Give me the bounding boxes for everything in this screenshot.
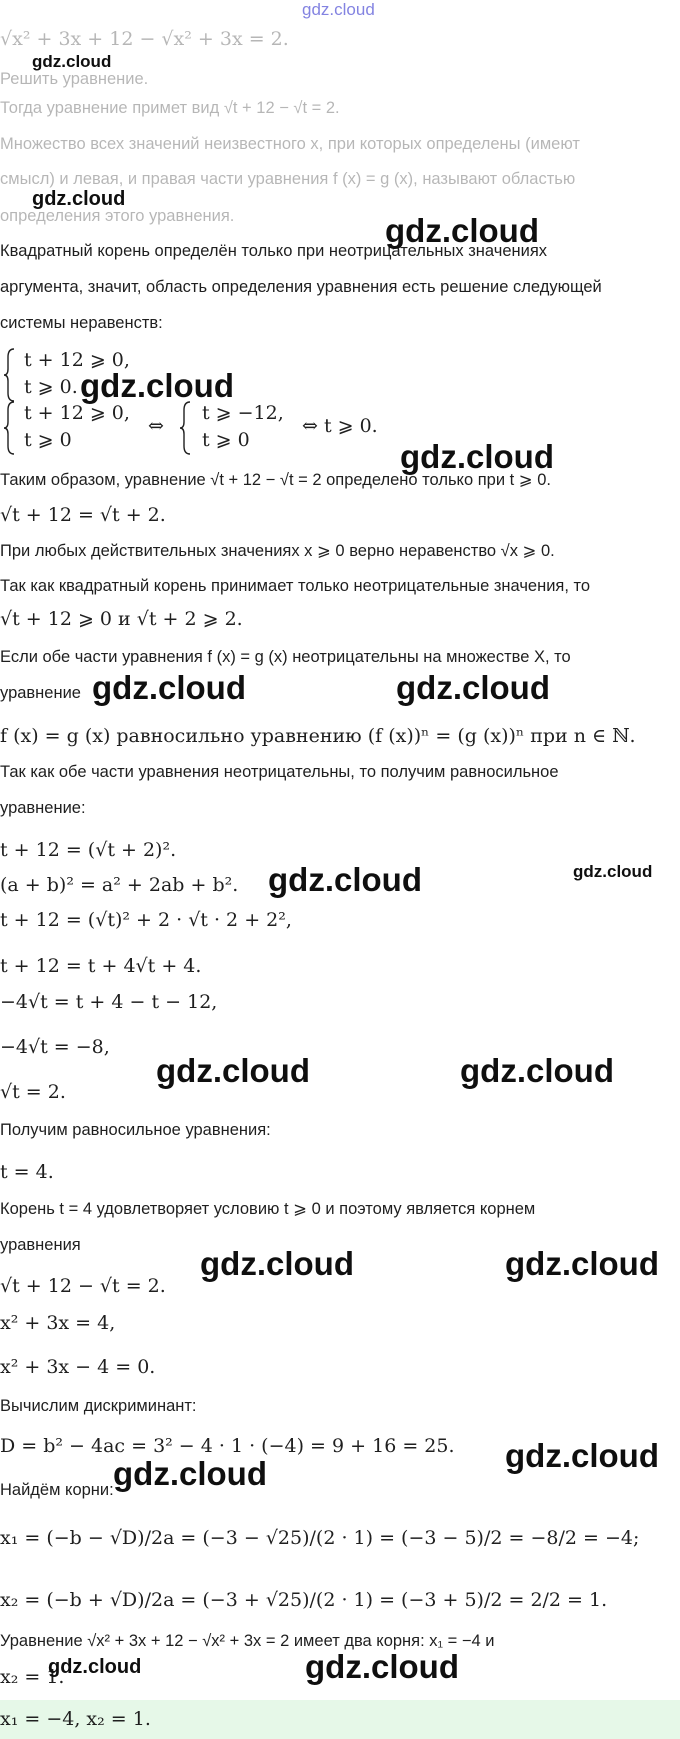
- equation-line: t = 4.: [0, 1161, 54, 1183]
- equation-line: D = b² − 4ac = 3² − 4 · 1 · (−4) = 9 + 16 = 25.: [0, 1435, 455, 1457]
- watermark: gdz.cloud: [156, 1052, 310, 1089]
- top-watermark: gdz.cloud: [302, 0, 375, 19]
- text-line: Получим равносильное уравнения:: [0, 1121, 271, 1139]
- watermark: gdz.cloud: [48, 1656, 142, 1678]
- equation-line: t + 12 = (√t)² + 2 · √t · 2 + 2²,: [0, 909, 292, 931]
- faded-text: Решить уравнение.: [0, 70, 149, 88]
- equation-line: x₂ = 1.: [0, 1666, 65, 1688]
- watermark: gdz.cloud: [80, 367, 234, 404]
- brace-icon: [2, 347, 16, 403]
- faded-text: смысл) и левая, и правая части уравнения f (x) = g (x), называют областью: [0, 170, 576, 188]
- brace-icon: [178, 400, 192, 456]
- equation-line: t + 12 = (√t + 2)².: [0, 839, 177, 861]
- watermark: gdz.cloud: [200, 1245, 354, 1282]
- equivalence-sign: ⇔: [148, 415, 164, 437]
- text-line: При любых действительных значениях x ⩾ 0 верно неравенство √x ⩾ 0.: [0, 542, 555, 560]
- faded-text: определения этого уравнения.: [0, 207, 235, 225]
- equation-line: √t + 12 − √t = 2.: [0, 1275, 166, 1297]
- answer-text: x₁ = −4, x₂ = 1.: [0, 1708, 151, 1730]
- system-result: ⇔ t ⩾ 0.: [302, 415, 378, 437]
- faded-text: Множество всех значений неизвестного x, при которых определены (имеют: [0, 135, 580, 153]
- equation-line: −4√t = t + 4 − t − 12,: [0, 991, 218, 1013]
- text-line: Найдём корни:: [0, 1481, 114, 1499]
- equation-line: x₁ = (−b − √D)/2a = (−3 − √25)/(2 · 1) = (−3 − 5)/2 = −8/2 = −4;: [0, 1527, 640, 1549]
- watermark: gdz.cloud: [505, 1245, 659, 1282]
- answer-box: [0, 1700, 680, 1739]
- equation-line: x² + 3x = 4,: [0, 1312, 116, 1334]
- equation-line: (a + b)² = a² + 2ab + b².: [0, 874, 239, 896]
- equation-line: √t + 12 ⩾ 0 и √t + 2 ⩾ 2.: [0, 608, 243, 630]
- text-line: Корень t = 4 удовлетворяет условию t ⩾ 0 и поэтому является корнем: [0, 1200, 536, 1218]
- system-line: t ⩾ 0: [24, 429, 72, 451]
- watermark: gdz.cloud: [32, 188, 126, 210]
- watermark: gdz.cloud: [400, 438, 554, 475]
- watermark: gdz.cloud: [460, 1052, 614, 1089]
- text-line: уравнение: [0, 684, 81, 702]
- brace-icon: [2, 400, 16, 456]
- watermark: gdz.cloud: [573, 862, 653, 881]
- system-line: t + 12 ⩾ 0,: [24, 349, 130, 371]
- faded-equation: √x² + 3x + 12 − √x² + 3x = 2.: [0, 28, 289, 50]
- watermark: gdz.cloud: [32, 52, 112, 71]
- watermark: gdz.cloud: [385, 212, 539, 249]
- watermark: gdz.cloud: [92, 669, 246, 706]
- text-line: аргумента, значит, область определения уравнения есть решение следующей: [0, 278, 602, 296]
- watermark: gdz.cloud: [505, 1437, 659, 1474]
- faded-text: Тогда уравнение примет вид √t + 12 − √t = 2.: [0, 99, 340, 117]
- inequality-system-2: [0, 400, 680, 456]
- text-line: Если обе части уравнения f (x) = g (x) неотрицательны на множестве X, то: [0, 648, 571, 666]
- equation-line: f (x) = g (x) равносильно уравнению (f (x))ⁿ = (g (x))ⁿ при n ∈ ℕ.: [0, 725, 636, 747]
- text-line: Вычислим дискриминант:: [0, 1397, 197, 1415]
- equation-line: √t + 12 = √t + 2.: [0, 504, 166, 526]
- text-line: Таким образом, уравнение √t + 12 − √t = 2 определено только при t ⩾ 0.: [0, 471, 551, 489]
- text-line: Так как обе части уравнения неотрицательны, то получим равносильное: [0, 763, 559, 781]
- system-line: t + 12 ⩾ 0,: [24, 402, 130, 424]
- watermark: gdz.cloud: [113, 1455, 267, 1492]
- watermark: gdz.cloud: [396, 669, 550, 706]
- equation-line: √t = 2.: [0, 1081, 66, 1103]
- text-line: уравнения: [0, 1236, 81, 1254]
- watermark: gdz.cloud: [268, 861, 422, 898]
- text-line: Уравнение √x² + 3x + 12 − √x² + 3x = 2 имеет два корня: x₁ = −4 и: [0, 1632, 495, 1650]
- equation-line: x₂ = (−b + √D)/2a = (−3 + √25)/(2 · 1) = (−3 + 5)/2 = 2/2 = 1.: [0, 1589, 608, 1611]
- watermark: gdz.cloud: [305, 1648, 459, 1685]
- system-line: t ⩾ 0: [202, 429, 250, 451]
- text-line: Квадратный корень определён только при неотрицательных значениях: [0, 242, 548, 260]
- equation-line: −4√t = −8,: [0, 1036, 110, 1058]
- system-line: t ⩾ −12,: [202, 402, 284, 424]
- equation-line: t + 12 = t + 4√t + 4.: [0, 955, 202, 977]
- system-line: t ⩾ 0.: [24, 376, 78, 398]
- equation-line: x² + 3x − 4 = 0.: [0, 1356, 156, 1378]
- text-line: уравнение:: [0, 799, 86, 817]
- text-line: системы неравенств:: [0, 314, 163, 332]
- text-line: Так как квадратный корень принимает только неотрицательные значения, то: [0, 577, 591, 595]
